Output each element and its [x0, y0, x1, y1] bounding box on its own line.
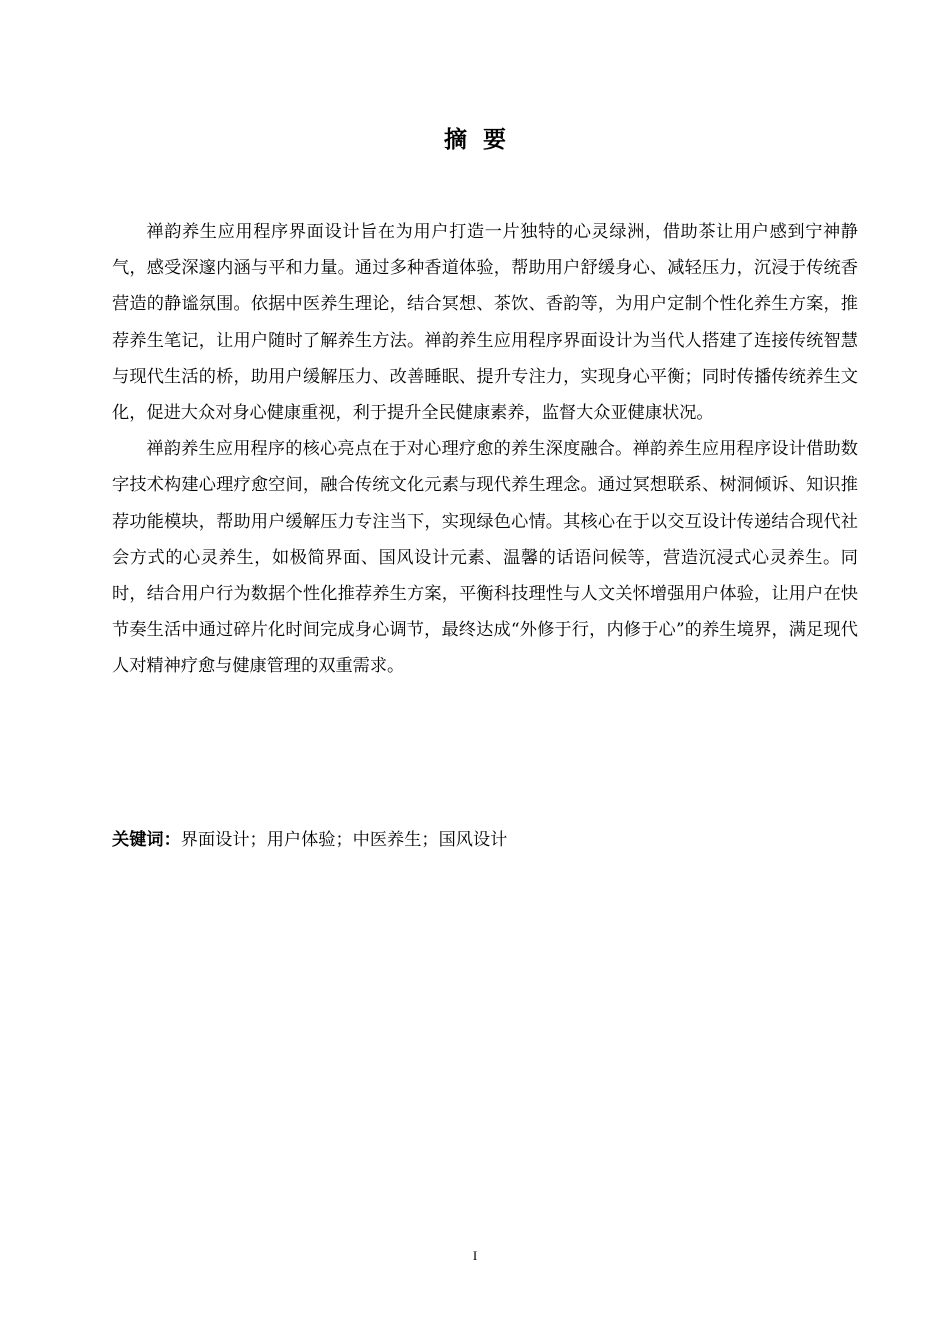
abstract-paragraph-2: 禅韵养生应用程序的核心亮点在于对心理疗愈的养生深度融合。禅韵养生应用程序设计借助数字技术构建心理疗愈空间，融合传统文化元素与现代养生理念。通过冥想联系、树洞倾诉、知识推荐功能模块，帮助用户缓解压力专注当下，实现绿色心情。其核心在于以交互设计传递结合现代社会方式的心灵养生，如极简界面、国风设计元素、温馨的话语问候等，营造沉浸式心灵养生。同时，结合用户行为数据个性化推荐养生方案，平衡科技理性与人文关怀增强用户体验，让用户在快节奏生活中通过碎片化时间完成身心调节，最终达成“外修于行，内修于心”的养生境界，满足现代人对精神疗愈与健康管理的双重需求。: [112, 439, 858, 677]
keywords-label: 关键词：: [112, 830, 181, 850]
page-title: [0, 122, 950, 158]
page-number: I: [472, 1248, 478, 1263]
title-char-2: 要: [483, 127, 506, 153]
keywords-line: [112, 822, 858, 858]
abstract-paragraph-1: 禅韵养生应用程序界面设计旨在为用户打造一片独特的心灵绿洲，借助茶让用户感到宁神静气，感受深邃内涵与平和力量。通过多种香道体验，帮助用户舒缓身心、减轻压力，沉浸于传统香营造的静谧氛围。依据中医养生理论，结合冥想、茶饮、香韵等，为用户定制个性化养生方案，推荐养生笔记，让用户随时了解养生方法。禅韵养生应用程序界面设计为当代人搭建了连接传统智慧与现代生活的桥，助用户缓解压力、改善睡眠、提升专注力，实现身心平衡；同时传播传统养生文化，促进大众对身心健康重视，利于提升全民健康素养，监督大众亚健康状况。: [112, 222, 858, 424]
keywords-value: 界面设计；用户体验；中医养生；国风设计: [180, 830, 508, 850]
title-char-1: 摘: [444, 127, 467, 153]
abstract-body: [112, 214, 858, 685]
